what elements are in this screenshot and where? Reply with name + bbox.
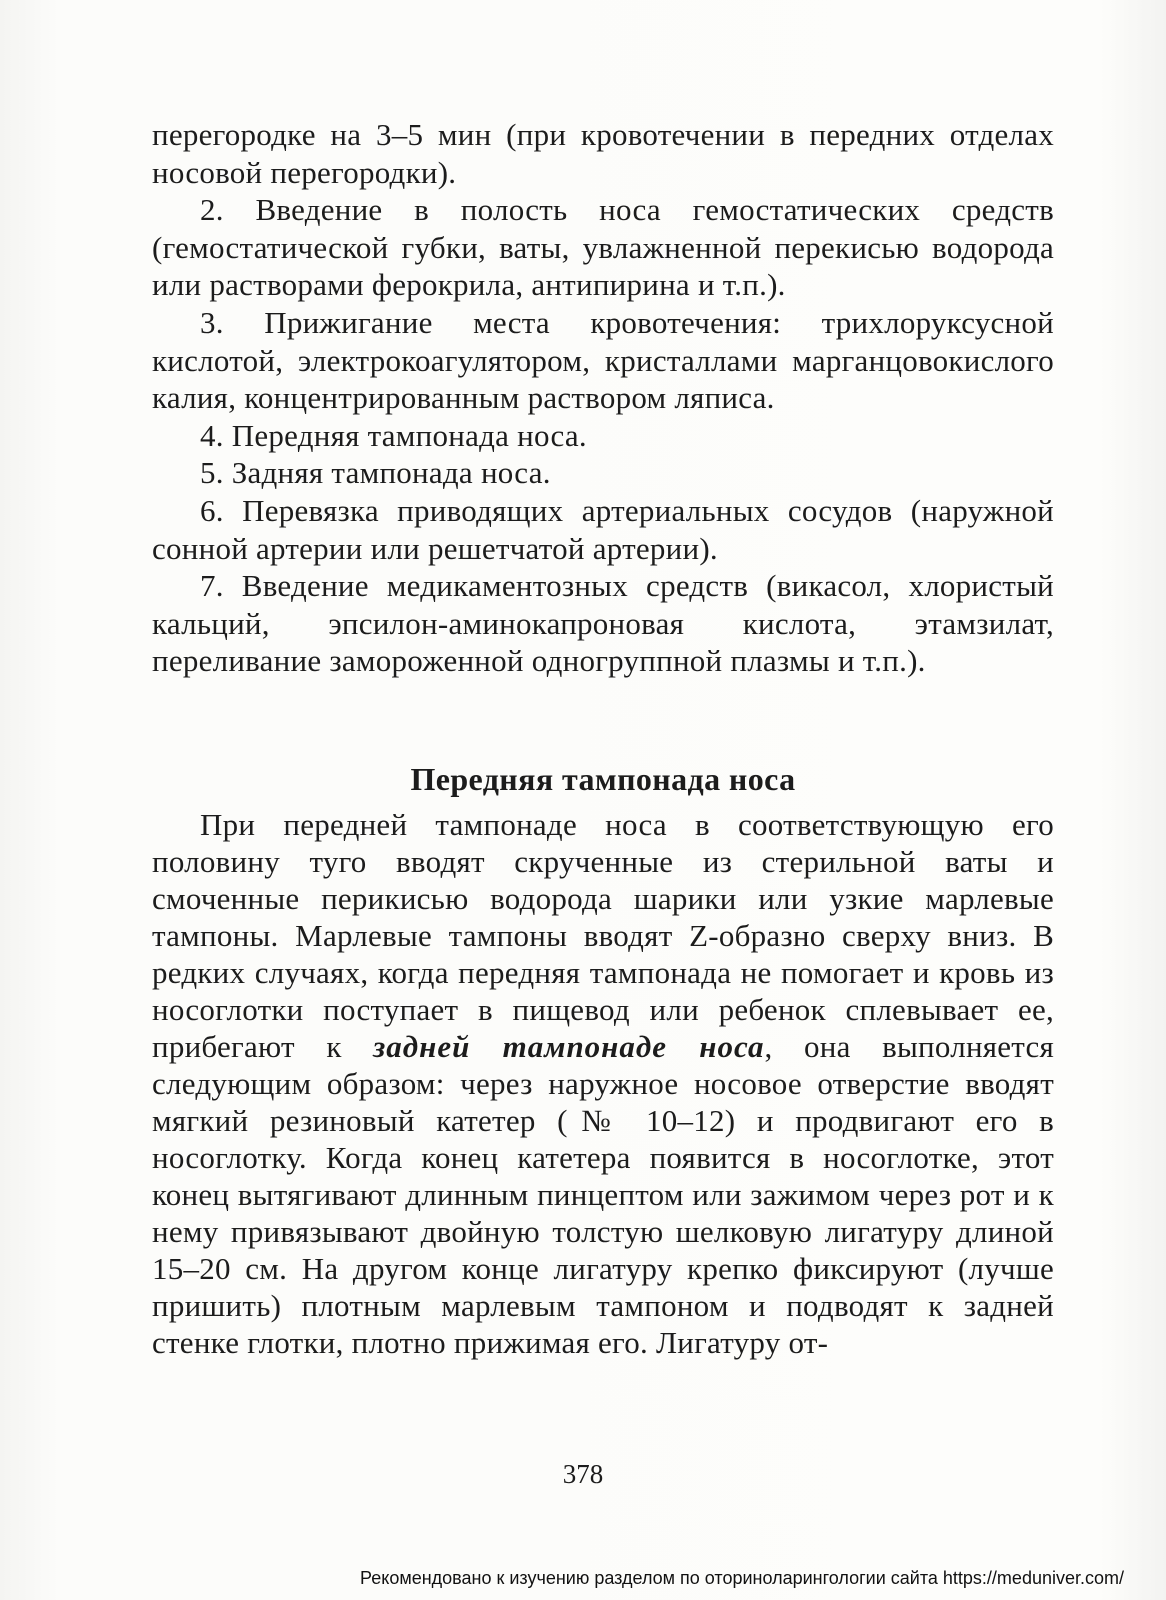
footer-note: Рекомендовано к изучению разделом по оториноларингологии сайта https://meduniver.com/ (360, 1568, 1124, 1588)
list-item: 5. Задняя тампонада носа. (200, 455, 551, 491)
methods-list (152, 116, 1054, 680)
section-body (152, 806, 1054, 1361)
page-number: 378 (562, 1459, 604, 1489)
list-item: 4. Передняя тампонада носа. (200, 417, 587, 453)
list-item: 2. Введение в полость носа гемостатических средств (гемостатической губки, ваты, увлажненной перекисью водорода или растворами ферокрила, антипирина и т.п.). (152, 192, 1054, 303)
emphasized-term: задней тампонаде носа (373, 1029, 765, 1064)
list-item: 7. Введение медикаментозных средств (викасол, хлористый кальций, эпсилон-аминокапроновая кислота, этамзилат, переливание замороженной одногруппной плазмы и т.п.). (152, 568, 1054, 679)
list-item: 6. Перевязка приводящих артериальных сосудов (наружной сонной артерии или решетчатой артерии). (152, 492, 1054, 566)
list-item: 3. Прижигание места кровотечения: трихлоруксусной кислотой, электрокоагулятором, кристаллами марганцовокислого калия, концентрированным раствором ляписа. (152, 304, 1054, 416)
section-heading: Передняя тампонада носа (410, 761, 796, 797)
body-text-part: , она выполняется следующим образом: через наружное носовое отверстие вводят мягкий резиновый катетер (№ 10–12) и продвигают его в носоглотку. Когда конец катетера появится в носоглотке, этот конец вытягивают длинным пинцептом или зажимом через рот и к нему привязывают двойную толстую шелковую лигатуру длиной 15–20 см. На другом конце лигатуру крепко фиксируют (лучше пришить) плотным марлевым тампоном и подводят к задней стенке глотки, плотно прижимая его. Лигатуру от- (152, 1029, 1054, 1360)
continued-paragraph: перегородке на 3–5 мин (при кровотечении в передних отделах носовой перегородки). (152, 117, 1054, 190)
body-text-part: При передней тампонаде носа в соответствующую его половину туго вводят скрученные из стерильной ваты и смоченные перикисью водорода шарики или узкие марлевые тампоны. Марлевые тампоны вводят Z-образно сверху вниз. В редких случаях, когда передняя тампонада не помогает и кровь из носоглотки поступает в пищевод или ребенок сплевывает ее, прибегают к (152, 807, 1054, 1064)
body-paragraph (152, 806, 1054, 1361)
